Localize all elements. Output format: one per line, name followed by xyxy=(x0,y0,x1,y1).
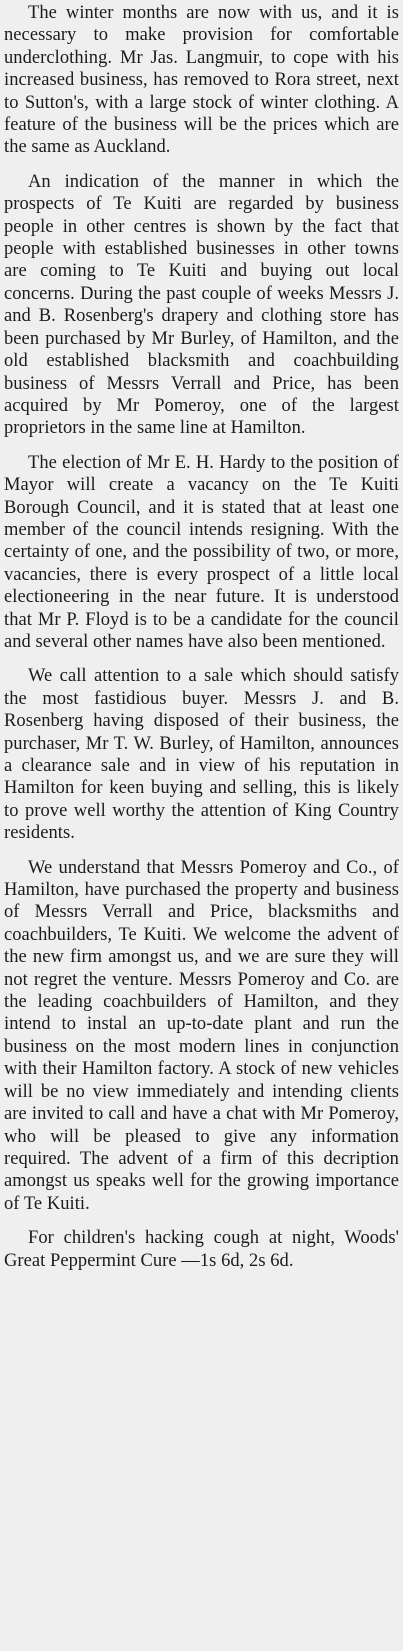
article-paragraph-clearance-sale: We call attention to a sale which should satisfy the most fastidious buyer. Messrs J. and B. Rosenberg having disposed of their business, the purchaser, Mr T. W. Burley, of Hamilton, announces a clearance sale and in view of his reputation in Hamilton for keen buying and selling, this is likely to prove well worthy the attention of King Country residents. xyxy=(4,666,399,844)
article-paragraph-pomeroy-purchase: We understand that Messrs Pomeroy and Co., of Hamilton, have purchased the property and business of Messrs Verrall and Price, blacksmiths and coachbuilders, Te Kuiti. We welcome the advent of the new firm amongst us, and we are sure they will not regret the venture. Messrs Pomeroy and Co. are the leading coachbuilders of Hamilton, and they intend to instal an up-to-date plant and run the business on the most modern lines in conjunction with their Hamilton factory. A stock of new vehicles will be no view immediately and intending clients are invited to call and have a chat with Mr Pomeroy, who will be pleased to give any information required. The advent of a firm of this decription amongst us speaks well for the growing importance of Te Kuiti. xyxy=(4,857,399,1214)
article-paragraph-winter-clothing: The winter months are now with us, and it is necessary to make provision for comfortable underclothing. Mr Jas. Langmuir, to cope with his increased business, has removed to Rora street, next to Sutton's, with a large stock of winter clothing. A feature of the business will be the prices which are the same as Auckland. xyxy=(4,3,399,158)
article-paragraph-cough-cure: For children's hacking cough at night, Woods' Great Peppermint Cure —1s 6d, 2s 6d. xyxy=(4,1228,399,1271)
article-paragraph-mayor-election: The election of Mr E. H. Hardy to the position of Mayor will create a vacancy on the Te Kuiti Borough Council, and it is stated that at least one member of the council intends resigning. With the certainty of one, and the possibility of two, or more, vacancies, there is every prospect of a little local electioneering in the near future. It is understood that Mr P. Floyd is to be a candidate for the council and several other names have also been mentioned. xyxy=(4,452,399,652)
article-paragraph-te-kuiti-prospects: An indication of the manner in which the prospects of Te Kuiti are regarded by business people in other centres is shown by the fact that people with established businesses in other towns are coming to Te Kuiti and buying out local concerns. During the past couple of weeks Messrs J. and B. Rosenberg's drapery and clothing store has been purchased by Mr Burley, of Hamilton, and the old established blacksmith and coachbuilding business of Messrs Verrall and Price, has been acquired by Mr Pomeroy, one of the largest proprietors in the same line at Hamilton. xyxy=(4,171,399,439)
